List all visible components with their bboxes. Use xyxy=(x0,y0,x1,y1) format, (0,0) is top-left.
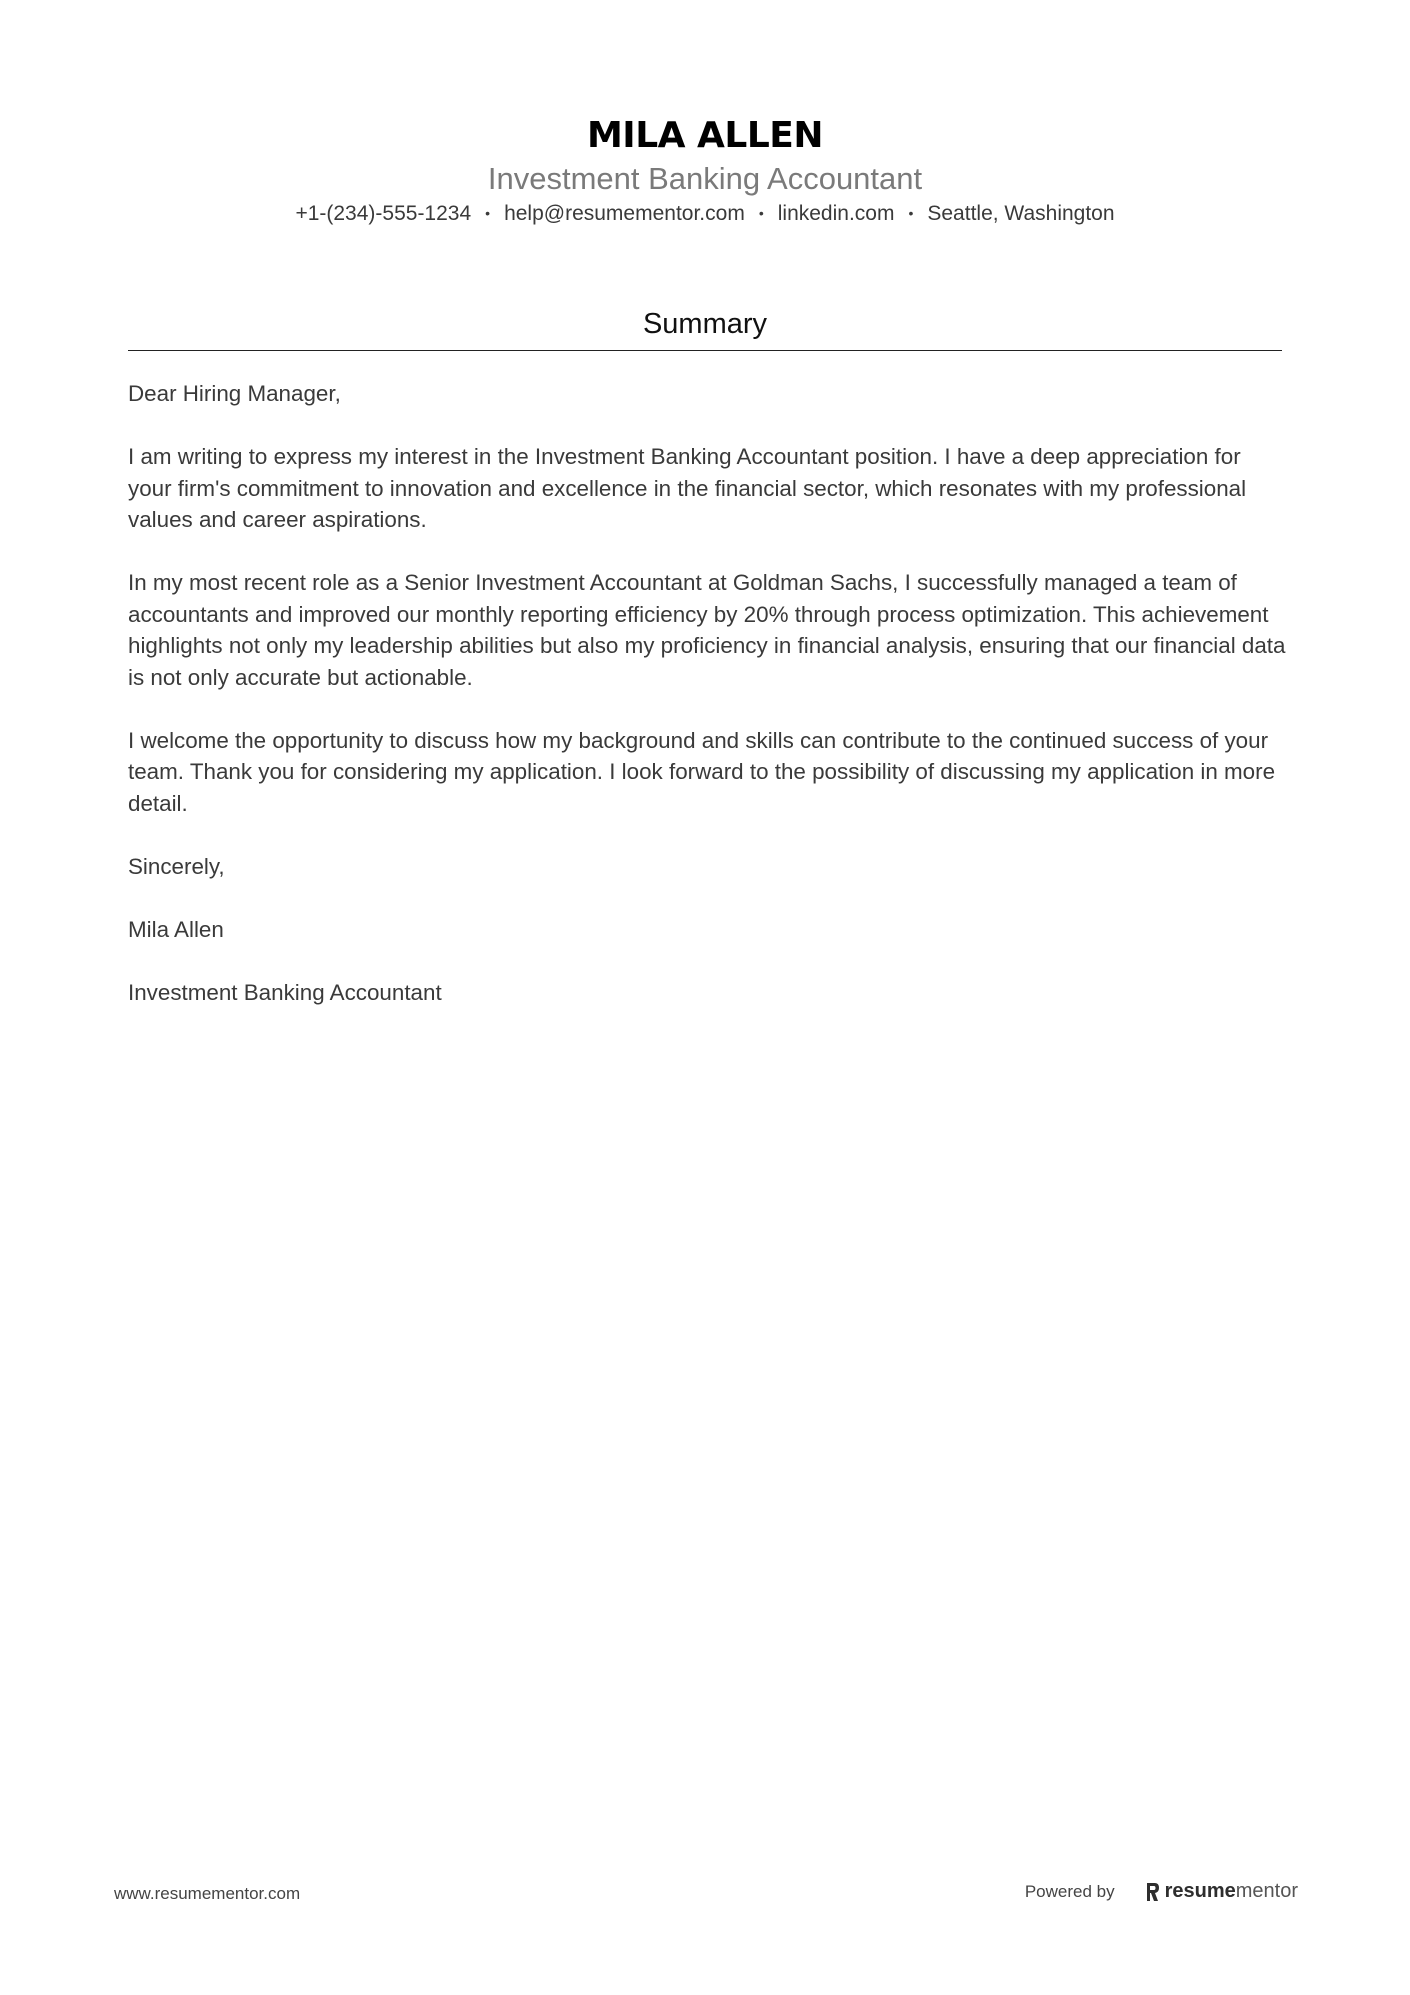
contact-separator: • xyxy=(908,205,914,221)
footer-website: www.resumementor.com xyxy=(114,1884,301,1903)
contact-separator: • xyxy=(485,205,491,221)
letter-paragraph: In my most recent role as a Senior Investment Accountant at Goldman Sachs, I successfully managed a team of accountants and improved our monthly reporting efficiency by 20% through process optimization. This achievement highlights not only my leadership abilities but also my proficiency in financial analysis, ensuring that our financial data is not only accurate but actionable. xyxy=(128,570,1286,690)
contact-email: help@resumementor.com xyxy=(504,202,745,225)
powered-by-label: Powered by xyxy=(1024,1881,1115,1901)
brand-logo xyxy=(1145,1880,1298,1903)
signature-name: Mila Allen xyxy=(128,916,224,942)
letter-closing: Sincerely, xyxy=(128,853,225,879)
contact-line xyxy=(0,198,1410,229)
letter-paragraph: I welcome the opportunity to discuss how my background and skills can contribute to the continued success of your team. Thank you for considering my application. I look forward to the possibility of discussing my application in more detail. xyxy=(128,727,1276,816)
section-divider xyxy=(128,350,1282,351)
letter-greeting: Dear Hiring Manager, xyxy=(128,381,341,406)
brand-name-light: mentor xyxy=(1235,1880,1298,1902)
signature-title: Investment Banking Accountant xyxy=(128,979,442,1005)
candidate-title: Investment Banking Accountant xyxy=(487,161,923,196)
footer-powered-by xyxy=(1025,1880,1298,1903)
candidate-name: MILA ALLEN xyxy=(586,115,823,156)
letter-body xyxy=(128,378,1288,1040)
contact-separator: • xyxy=(758,205,764,221)
resumementor-logo-icon xyxy=(1145,1881,1161,1903)
header xyxy=(0,112,1410,229)
letter-paragraph: I am writing to express my interest in the Investment Banking Accountant position. I have a deep appreciation for your firm's commitment to innovation and excellence in the financial sector, which resonates with my professional values and career aspirations. xyxy=(128,444,1247,532)
contact-linkedin: linkedin.com xyxy=(777,202,895,225)
contact-phone: +1-(234)-555-1234 xyxy=(295,202,472,225)
section-title-summary: Summary xyxy=(642,308,768,340)
brand-name-bold: resume xyxy=(1164,1880,1236,1902)
contact-location: Seattle, Washington xyxy=(927,202,1115,225)
